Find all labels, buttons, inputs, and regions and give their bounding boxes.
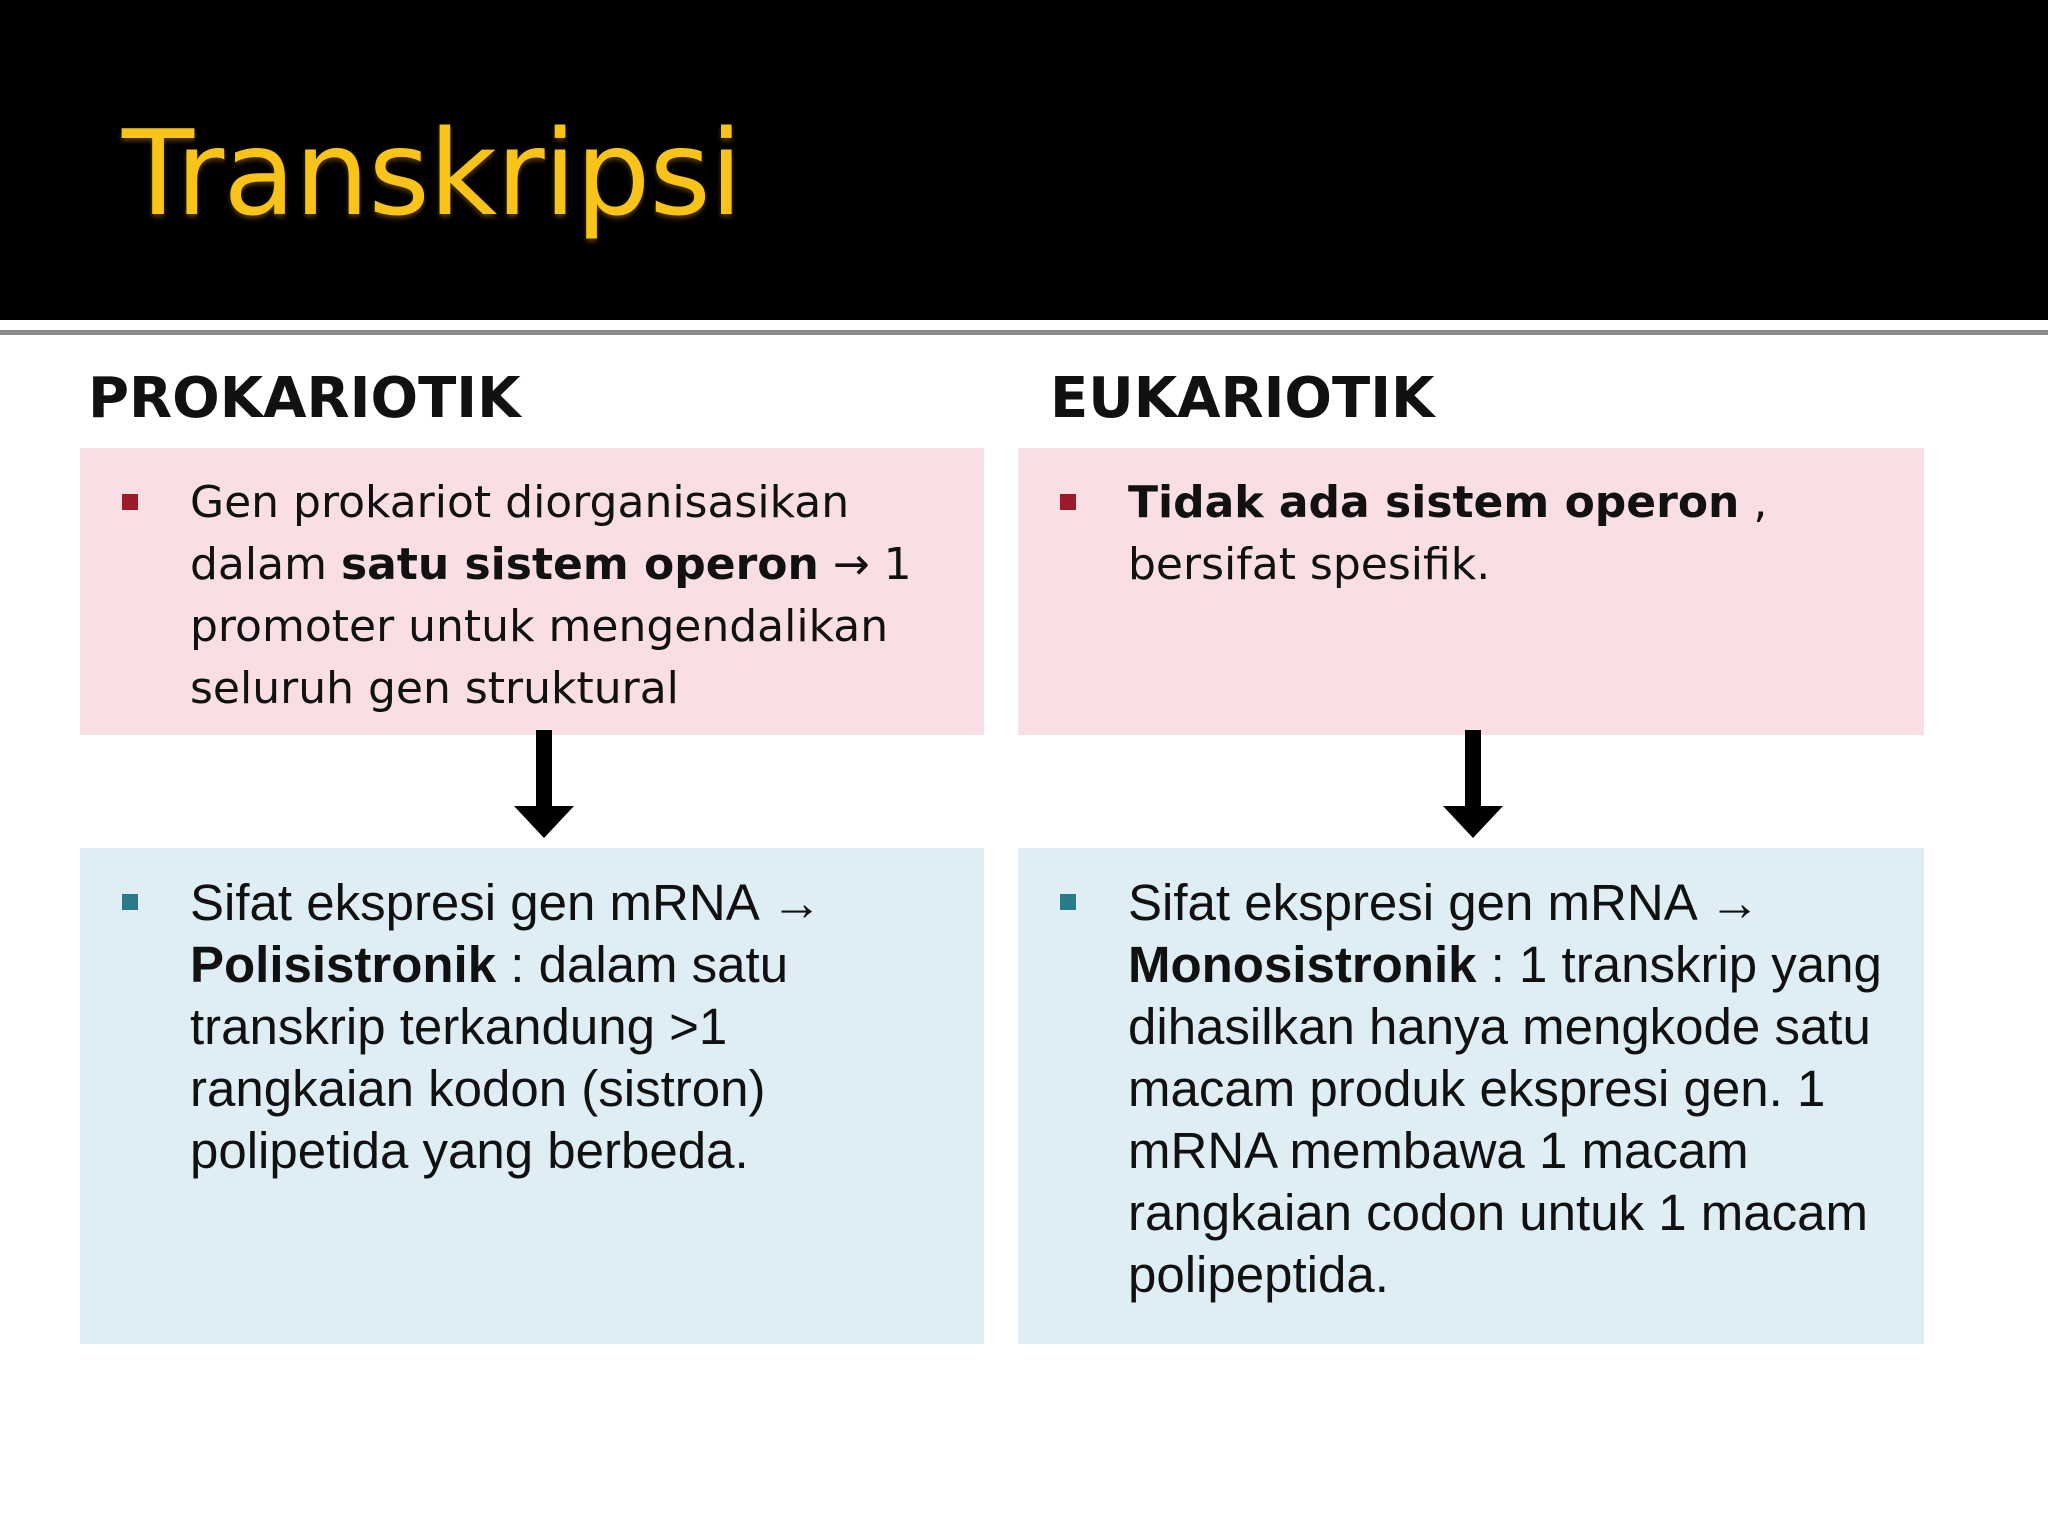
title-bar bbox=[0, 0, 2048, 320]
divider-gray bbox=[0, 330, 2048, 335]
eukariotik-expression-text bbox=[1128, 872, 1904, 1306]
bold-term: Monosistronik bbox=[1128, 936, 1477, 993]
slide-title: Transkripsi bbox=[122, 104, 742, 242]
text-part: Sifat ekspresi gen mRNA → bbox=[1128, 874, 1761, 931]
divider-white bbox=[0, 320, 2048, 330]
bold-term: satu sistem operon bbox=[340, 539, 819, 590]
text-part: → 1 promoter untuk mengendalikan seluruh gen struktural bbox=[190, 539, 912, 714]
square-bullet-icon bbox=[122, 494, 138, 510]
prokariotik-expression-text bbox=[190, 872, 964, 1182]
prokariotik-expression-box bbox=[80, 848, 984, 1344]
text-part: Gen prokariot diorganisasikan dalam bbox=[190, 477, 850, 590]
eukariotik-heading: EUKARIOTIK bbox=[1050, 366, 1435, 431]
text-part: : 1 transkrip yang dihasilkan hanya mengkode satu macam produk ekspresi gen. 1 mRNA membawa 1 macam rangkaian codon untuk 1 macam polipeptida. bbox=[1128, 936, 1882, 1303]
text-part: Sifat ekspresi gen mRNA → bbox=[190, 874, 823, 931]
prokariotik-operon-text bbox=[190, 472, 964, 720]
bold-term: Tidak ada sistem operon bbox=[1128, 477, 1740, 528]
text-part: : dalam satu transkrip terkandung >1 rangkaian kodon (sistron) polipetida yang berbeda. bbox=[190, 936, 789, 1179]
eukariotik-expression-box bbox=[1018, 848, 1924, 1344]
prokariotik-operon-box bbox=[80, 448, 984, 735]
eukariotik-operon-text bbox=[1128, 472, 1904, 596]
prokariotik-heading: PROKARIOTIK bbox=[88, 366, 521, 431]
square-bullet-icon bbox=[122, 894, 138, 910]
arrow-down-icon bbox=[1443, 730, 1503, 840]
text-part: , bersifat spesifik. bbox=[1128, 477, 1768, 590]
eukariotik-operon-box bbox=[1018, 448, 1924, 735]
square-bullet-icon bbox=[1060, 494, 1076, 510]
square-bullet-icon bbox=[1060, 894, 1076, 910]
bold-term: Polisistronik bbox=[190, 936, 497, 993]
arrow-down-icon bbox=[514, 730, 574, 840]
